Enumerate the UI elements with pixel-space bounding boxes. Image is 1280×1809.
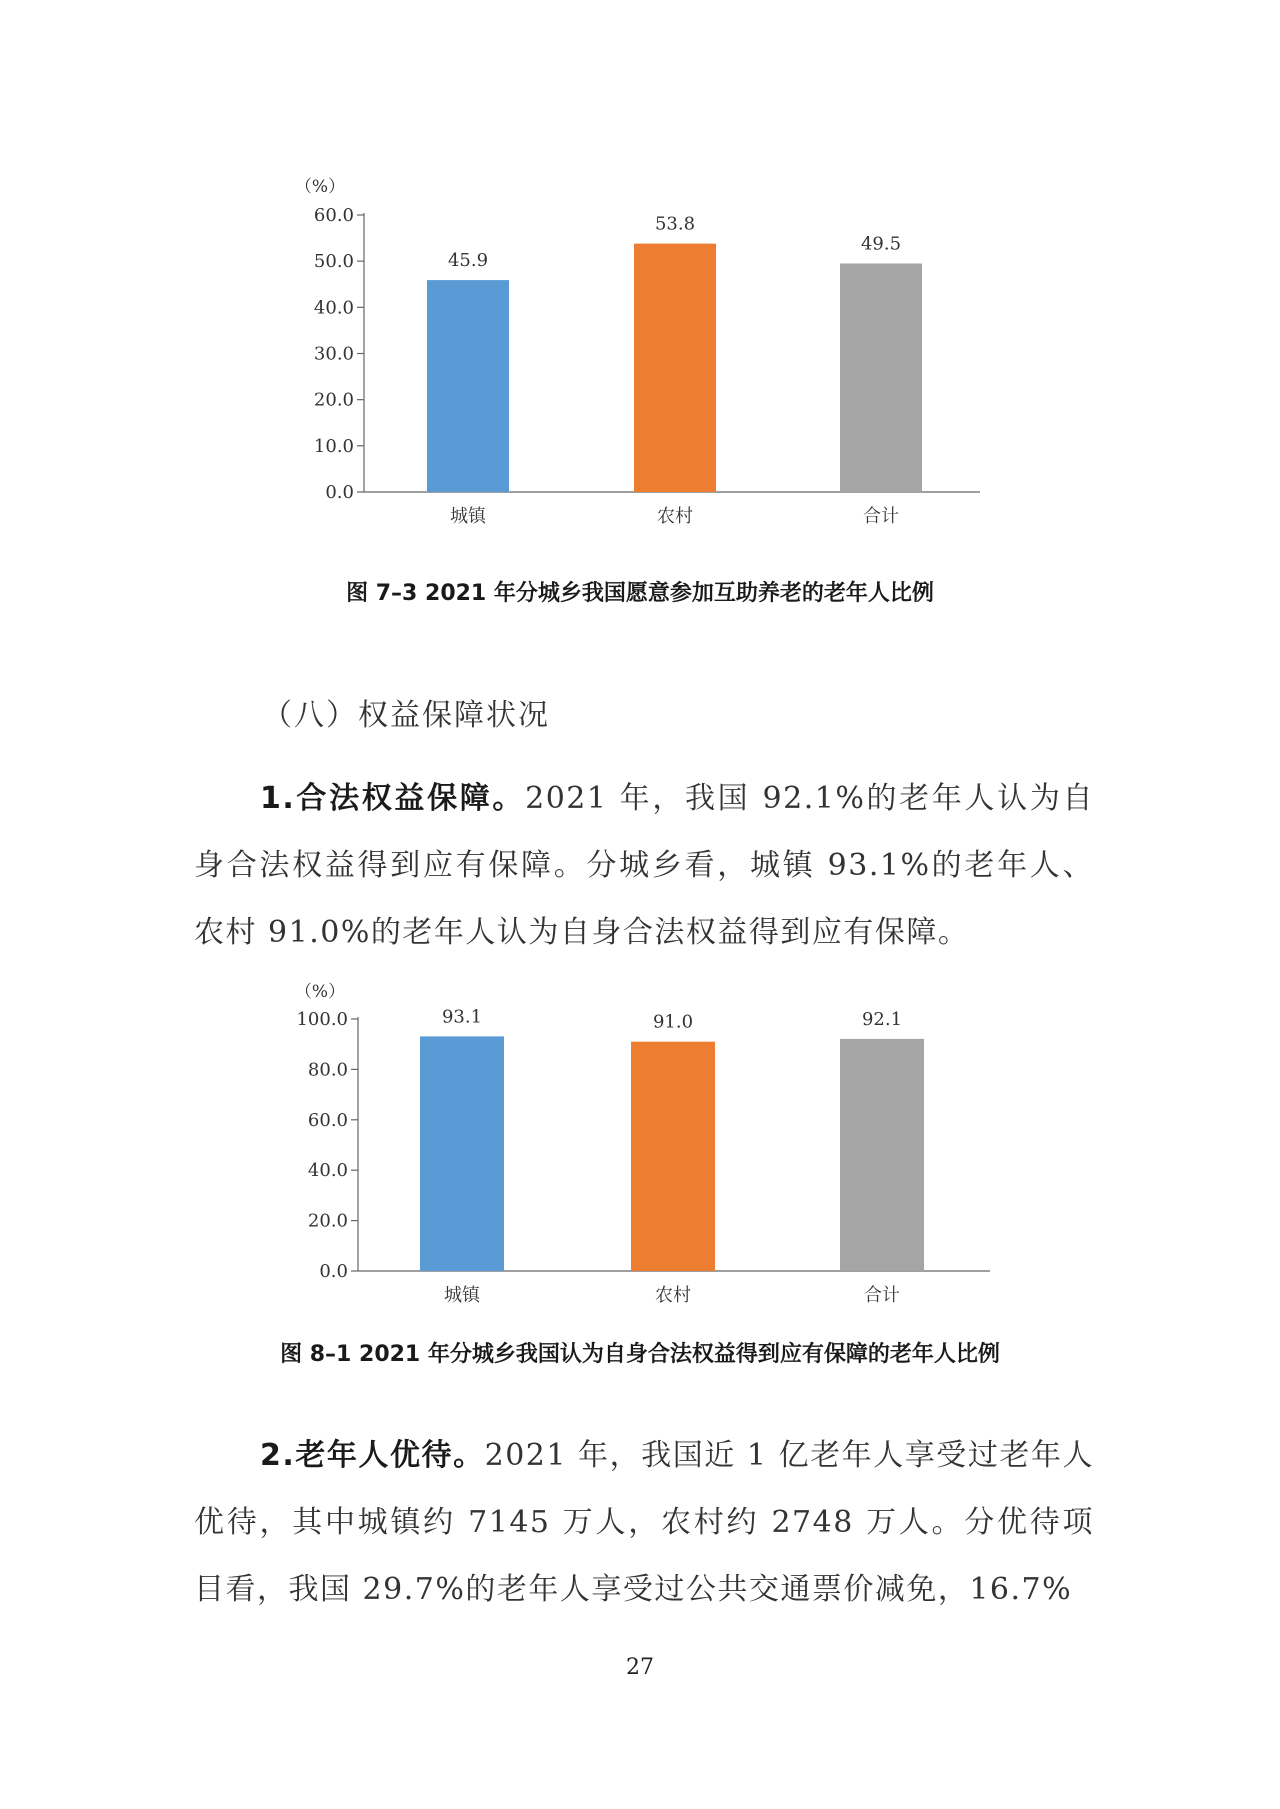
paragraph-text: 2021 年，我国近 1 亿老年人享受过老年人优待，其中城镇约 7145 万人，农村约 2748 万人。分优待项目看，我国 29.7%的老年人享受过公共交通票价减免，16.7%: [194, 1438, 1094, 1607]
bar-1: [634, 244, 716, 492]
y-axis-unit: （%）: [294, 177, 346, 197]
y-tick-label: 100.0: [296, 1009, 348, 1030]
y-tick-label: 0.0: [325, 482, 354, 503]
x-category-label: 城镇: [450, 506, 486, 527]
paragraph-lead: 2.老年人优待。: [260, 1438, 485, 1473]
bar-2: [840, 263, 922, 492]
y-tick-label: 60.0: [313, 205, 354, 226]
bar-chart-legal-rights-protection: [270, 975, 1010, 1315]
paragraph-elderly-preferential: [194, 1422, 1094, 1623]
x-category-label: 城镇: [444, 1285, 480, 1306]
bar-value-label: 93.1: [441, 1006, 483, 1028]
paragraph-text: 2021 年，我国 92.1%的老年人认为自身合法权益得到应有保障。分城乡看，城镇 93.1%的老年人、农村 91.0%的老年人认为自身合法权益得到应有保障。: [194, 781, 1094, 950]
paragraph-legal-rights: [194, 765, 1094, 966]
bar-value-label: 45.9: [447, 250, 489, 272]
y-tick-label: 80.0: [307, 1059, 348, 1081]
bar-value-label: 49.5: [860, 233, 902, 255]
y-tick-label: 30.0: [313, 343, 354, 365]
y-tick-label: 20.0: [307, 1210, 348, 1232]
bar-value-label: 53.8: [654, 213, 696, 235]
x-category-label: 农村: [655, 1285, 691, 1306]
figure-caption-7-3: 图 7–3 2021 年分城乡我国愿意参加互助养老的老年人比例: [346, 581, 934, 606]
y-tick-label: 20.0: [313, 389, 354, 411]
page-number: 27: [626, 1655, 654, 1680]
x-category-label: 合计: [863, 506, 899, 527]
bar-0: [420, 1036, 504, 1271]
y-tick-label: 40.0: [307, 1160, 348, 1182]
bar-value-label: 92.1: [861, 1008, 903, 1030]
x-category-label: 合计: [864, 1285, 900, 1306]
y-tick-label: 50.0: [313, 251, 354, 273]
y-tick-label: 0.0: [319, 1261, 348, 1282]
y-tick-label: 10.0: [313, 435, 354, 457]
bar-0: [427, 280, 509, 492]
y-tick-label: 60.0: [307, 1109, 348, 1131]
y-axis-unit: （%）: [294, 982, 346, 1002]
section-heading: （八）权益保障状况: [262, 698, 550, 733]
figure-caption-8-1: 图 8–1 2021 年分城乡我国认为自身合法权益得到应有保障的老年人比例: [280, 1342, 1000, 1367]
y-tick-label: 40.0: [313, 297, 354, 319]
bar-1: [631, 1042, 715, 1271]
bar-chart-mutual-aid-elderly-care: [270, 170, 1010, 540]
bar-value-label: 91.0: [652, 1011, 694, 1033]
bar-2: [840, 1039, 924, 1271]
x-category-label: 农村: [657, 506, 693, 527]
paragraph-lead: 1.合法权益保障。: [260, 781, 526, 816]
